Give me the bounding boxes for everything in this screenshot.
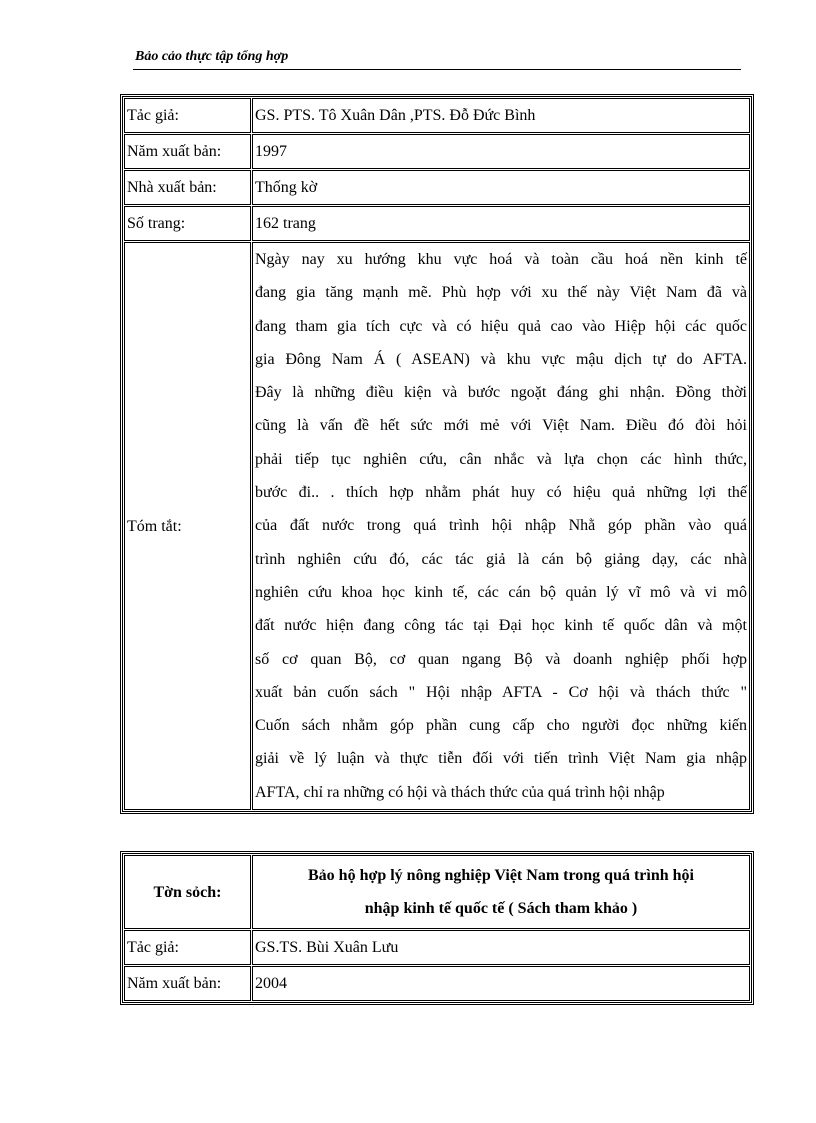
summary-line: đang gia tăng mạnh mẽ. Phù hợp với xu thế này Việt Nam đã và <box>255 284 747 302</box>
summary-line: số cơ quan Bộ, cơ quan ngang Bộ và doanh nghiệp phối hợp <box>255 650 747 668</box>
book-title-line: nhập kinh tế quốc tế ( Sách tham khảo ) <box>364 900 638 917</box>
table-row <box>124 242 750 810</box>
summary-line: xuất bản cuốn sách " Hội nhập AFTA - Cơ hội và thách thức " <box>255 683 747 701</box>
year-label: Năm xuất bản: <box>124 966 251 1001</box>
summary-line: Ngày nay xu hướng khu vực hoá và toàn cầu hoá nền kinh tế <box>255 251 747 268</box>
summary-line: đất nước hiện đang công tác tại Đại học kinh tế quốc dân và một <box>255 617 747 635</box>
pages-value: 162 trang <box>252 206 750 241</box>
author-label: Tảc giả: <box>124 98 251 133</box>
summary-line: của đất nước trong quá trình hội nhập Nhằ góp phần vào quá <box>255 517 747 535</box>
author-label: Tảc giả: <box>124 930 251 965</box>
table-row <box>124 855 750 929</box>
summary-line: giải về lý luận và thực tiễn đối với tiến trình Việt Nam gia nhập <box>255 750 747 768</box>
summary-label: Tóm tắt: <box>124 242 251 810</box>
summary-line: gia Đông Nam Á ( ASEAN) và khu vực mậu dịch tự do AFTA. <box>255 350 747 368</box>
summary-line: nghiên cứu khoa học kinh tế, các cán bộ quản lý vĩ mô và vi mô <box>255 583 747 601</box>
summary-line: bước đi.. . thích hợp nhằm phát huy có hiệu quả những lợi thế <box>255 484 747 502</box>
table-row <box>124 966 750 1001</box>
book2-table <box>120 851 754 1005</box>
publisher-label: Nhà xuất bản: <box>124 170 251 205</box>
summary-line: Cuốn sách nhằm góp phần cung cấp cho người đọc những kiến <box>255 717 747 735</box>
summary-line: AFTA, chỉ ra những có hội và thách thức của quá trình hội nhập <box>255 783 665 801</box>
table-row <box>124 170 750 205</box>
page-header <box>133 49 741 70</box>
table-row <box>124 98 750 133</box>
summary-line: cũng là vấn đề hết sức mới mẻ với Việt Nam. Điều đó đòi hỏi <box>255 417 747 435</box>
book-title-label: Tờn sỏch: <box>124 855 251 929</box>
summary-line: phải tiếp tục nghiên cứu, cân nhắc và lựa chọn các hình thức, <box>255 450 747 468</box>
book1-table <box>120 94 754 814</box>
book-title-line: Bảo hộ hợp lý nông nghiệp Việt Nam trong quá trình hội <box>308 867 694 884</box>
table-row <box>124 134 750 169</box>
publisher-value: Thống kờ <box>252 170 750 205</box>
summary-line: trình nghiên cứu đó, các tác giả là cán bộ giảng dạy, các nhà <box>255 550 747 568</box>
table-row <box>124 206 750 241</box>
pages-label: Số trang: <box>124 206 251 241</box>
table-row <box>124 930 750 965</box>
summary-value <box>252 242 750 810</box>
author-value: GS. PTS. Tô Xuân Dân ,PTS. Đỗ Đức Bình <box>252 98 750 133</box>
year-value: 2004 <box>252 966 750 1001</box>
summary-line: Đây là những điều kiện và bước ngoặt đáng ghi nhận. Đồng thời <box>255 384 747 402</box>
year-value: 1997 <box>252 134 750 169</box>
summary-line: đang tham gia tích cực và có hiệu quả cao vào Hiệp hội các quốc <box>255 317 747 335</box>
year-label: Năm xuất bản: <box>124 134 251 169</box>
author-value: GS.TS. Bùi Xuân Lưu <box>252 930 750 965</box>
header-text: Bảo cảo thực tập tổng hợp <box>135 49 289 64</box>
book-title-value <box>252 855 750 929</box>
